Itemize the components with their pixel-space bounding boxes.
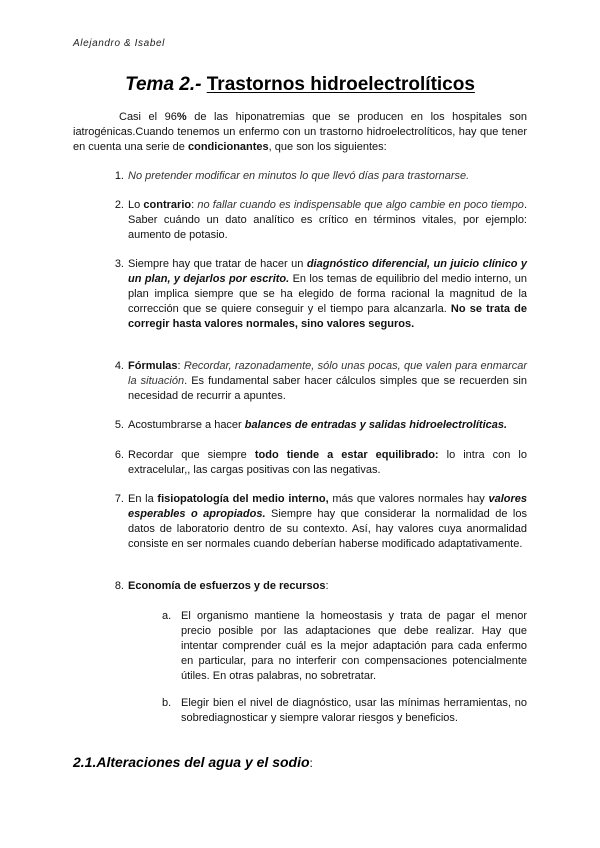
- sub-item-a: a. El organismo mantiene la homeostasis y trata de pagar el menor precio posible por las adaptaciones que debe realizar. Hay que intentar comprender cuál es la mejor adaptación para cada enfermo en particular, para no interferir con compensaciones potencialmente útiles. En otras palabras, no sobretratar.: [162, 610, 527, 682]
- list-item-4: 4. Fórmulas: Recordar, razonadamente, sólo unas pocas, que valen para enmarcar la situación. Es fundamental saber hacer cálculos simples que se recuerden sin necesidad de recurrir a apuntes.: [114, 360, 527, 402]
- list-item-7: 7. En la fisiopatología del medio interno, más que valores normales hay valores esperables o apropiados. Siempre hay que considerar la normalidad de los datos de laboratorio dentro de su contexto. Así, hay valores cuya anormalidad consiste en ser normales cuando deberían haberse modificado adaptativamente.: [114, 493, 527, 550]
- section-heading: 2.1.Alteraciones del agua y el sodio:: [73, 754, 313, 770]
- list-item-6: 6. Recordar que siempre todo tiende a estar equilibrado: lo intra con lo extracelular,, las cargas positivas con las negativas.: [114, 449, 527, 476]
- list-item-2: 2. Lo contrario: no fallar cuando es indispensable que algo cambie en poco tiempo. Saber cuándo un dato analítico es crítico en términos vitales, por ejemplo: aumento de potasio.: [114, 199, 527, 241]
- list-item-3: 3. Siempre hay que tratar de hacer un diagnóstico diferencial, un juicio clínico y un plan, y dejarlos por escrito. En los temas de equilibrio del medio interno, un plan implica siempre que se ha elegido de forma racional la magnitud de la corrección que se quiere conseguir y el tiempo para alcanzarla. No se trata de corregir hasta valores normales, sino valores seguros.: [114, 258, 527, 330]
- author-header: Alejandro & Isabel: [73, 38, 165, 49]
- title-name: Trastornos hidroelectrolíticos: [206, 74, 475, 95]
- intro-paragraph: Casi el 96% de las hiponatremias que se producen en los hospitales son iatrogénicas.Cuando tenemos un enfermo con un trastorno hidroelectrolíticos, hay que tener en cuenta una serie de condicionantes, que son los siguientes:: [73, 111, 527, 153]
- page-title: [0, 74, 600, 96]
- sub-item-b: b. Elegir bien el nivel de diagnóstico, usar las mínimas herramientas, no sobrediagnosticar y siempre valorar riesgos y beneficios.: [162, 697, 527, 724]
- list-item-5: 5. Acostumbrarse a hacer balances de entradas y salidas hidroelectrolíticas.: [114, 419, 508, 431]
- title-number: Tema 2.-: [125, 74, 202, 95]
- list-item-1: 1. No pretender modificar en minutos lo que llevó días para trastornarse.: [114, 170, 470, 182]
- list-item-8: 8. Economía de esfuerzos y de recursos:: [114, 580, 329, 592]
